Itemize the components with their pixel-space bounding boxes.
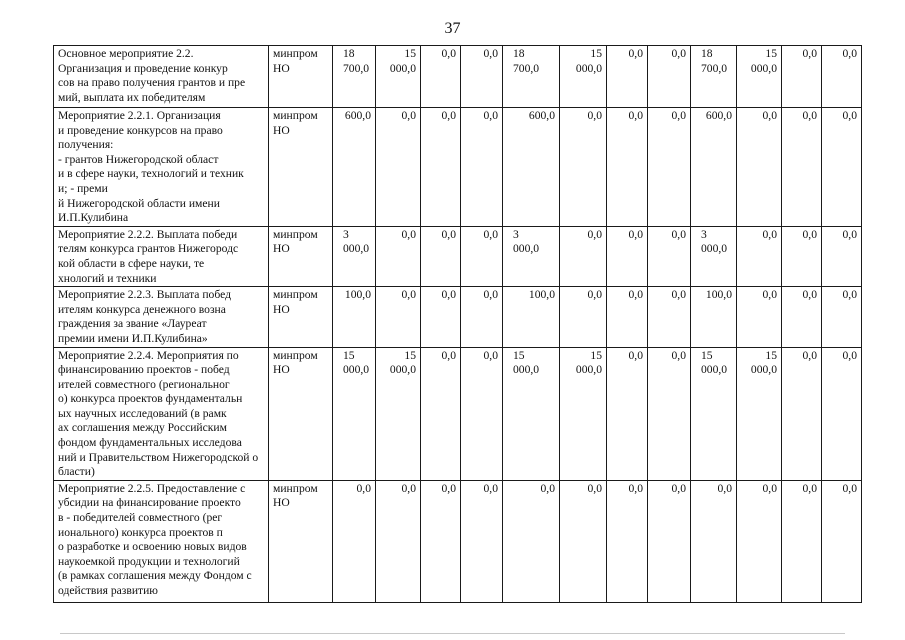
responsible-executor: минпром НО <box>269 480 333 602</box>
funding-value-cell: 0,0 <box>421 287 461 347</box>
funding-value-cell: 18 700,0 <box>333 46 376 108</box>
responsible-executor: минпром НО <box>269 226 333 286</box>
funding-value-cell: 0,0 <box>782 480 822 602</box>
funding-value-cell: 0,0 <box>822 46 862 108</box>
funding-value-cell: 600,0 <box>333 108 376 227</box>
funding-value-cell: 0,0 <box>648 226 691 286</box>
funding-value-cell: 0,0 <box>503 480 560 602</box>
funding-value-cell: 0,0 <box>648 108 691 227</box>
funding-value-cell: 0,0 <box>376 480 421 602</box>
activity-description: Мероприятие 2.2.1. Организация и проведение конкурсов на право получения: - грантов Нижегородской област и в сфере науки, технологий и техник и; - преми й Нижегородской области имени И.П.Кулибина <box>54 108 269 227</box>
funding-value-cell: 0,0 <box>560 480 607 602</box>
funding-value-cell: 18 700,0 <box>503 46 560 108</box>
funding-value-cell: 0,0 <box>822 347 862 480</box>
funding-value-cell: 0,0 <box>421 46 461 108</box>
funding-value-cell: 0,0 <box>421 226 461 286</box>
funding-value-cell: 3 000,0 <box>503 226 560 286</box>
funding-value-cell: 0,0 <box>782 347 822 480</box>
funding-value-cell: 15 000,0 <box>560 46 607 108</box>
funding-value-cell: 600,0 <box>503 108 560 227</box>
responsible-executor: минпром НО <box>269 108 333 227</box>
budget-table <box>53 45 862 603</box>
funding-value-cell: 0,0 <box>607 287 648 347</box>
funding-value-cell: 0,0 <box>607 226 648 286</box>
funding-value-cell: 0,0 <box>560 226 607 286</box>
activity-description: Мероприятие 2.2.3. Выплата побед ителям конкурса денежного возна граждения за звание «Лауреат премии имени И.П.Кулибина» <box>54 287 269 347</box>
funding-value-cell: 600,0 <box>691 108 737 227</box>
funding-value-cell: 0,0 <box>737 108 782 227</box>
funding-value-cell: 15 000,0 <box>333 347 376 480</box>
funding-value-cell: 15 000,0 <box>560 347 607 480</box>
funding-value-cell: 0,0 <box>607 480 648 602</box>
table-row <box>54 226 862 286</box>
responsible-executor: минпром НО <box>269 347 333 480</box>
funding-value-cell: 3 000,0 <box>691 226 737 286</box>
funding-value-cell: 0,0 <box>461 226 503 286</box>
funding-value-cell: 0,0 <box>560 108 607 227</box>
funding-value-cell: 0,0 <box>461 347 503 480</box>
funding-value-cell: 0,0 <box>376 287 421 347</box>
table-row <box>54 287 862 347</box>
page-bottom-rule <box>60 633 845 634</box>
funding-value-cell: 0,0 <box>461 287 503 347</box>
table-row <box>54 46 862 108</box>
funding-value-cell: 0,0 <box>782 287 822 347</box>
funding-value-cell: 0,0 <box>822 480 862 602</box>
funding-value-cell: 0,0 <box>782 108 822 227</box>
responsible-executor: минпром НО <box>269 46 333 108</box>
funding-value-cell: 0,0 <box>376 226 421 286</box>
funding-value-cell: 0,0 <box>461 46 503 108</box>
funding-value-cell: 15 000,0 <box>376 347 421 480</box>
funding-value-cell: 0,0 <box>648 46 691 108</box>
funding-value-cell: 0,0 <box>421 480 461 602</box>
funding-value-cell: 15 000,0 <box>503 347 560 480</box>
table-row <box>54 108 862 227</box>
funding-value-cell: 0,0 <box>782 46 822 108</box>
funding-value-cell: 0,0 <box>607 46 648 108</box>
table-row <box>54 480 862 602</box>
funding-value-cell: 0,0 <box>607 108 648 227</box>
funding-value-cell: 0,0 <box>421 347 461 480</box>
funding-value-cell: 0,0 <box>421 108 461 227</box>
funding-value-cell: 0,0 <box>648 347 691 480</box>
funding-value-cell: 15 000,0 <box>737 46 782 108</box>
funding-value-cell: 0,0 <box>822 287 862 347</box>
funding-value-cell: 0,0 <box>822 108 862 227</box>
funding-value-cell: 18 700,0 <box>691 46 737 108</box>
funding-value-cell: 0,0 <box>461 108 503 227</box>
funding-value-cell: 0,0 <box>737 287 782 347</box>
funding-value-cell: 0,0 <box>461 480 503 602</box>
funding-value-cell: 100,0 <box>691 287 737 347</box>
funding-value-cell: 100,0 <box>503 287 560 347</box>
activity-description: Мероприятие 2.2.5. Предоставление с убсидии на финансирование проекто в - победителей совместного (рег ионального) конкурса проектов п о разработке и освоению новых видов наукоемкой продукции и технологий (в рамках соглашения между Фондом с одействия развитию <box>54 480 269 602</box>
funding-value-cell: 0,0 <box>648 287 691 347</box>
funding-value-cell: 15 000,0 <box>691 347 737 480</box>
funding-value-cell: 3 000,0 <box>333 226 376 286</box>
activity-description: Мероприятие 2.2.2. Выплата победи телям конкурса грантов Нижегородс кой области в сфере науки, те хнологий и техники <box>54 226 269 286</box>
funding-value-cell: 0,0 <box>333 480 376 602</box>
funding-value-cell: 100,0 <box>333 287 376 347</box>
table-row <box>54 347 862 480</box>
funding-value-cell: 0,0 <box>607 347 648 480</box>
funding-value-cell: 0,0 <box>376 108 421 227</box>
responsible-executor: минпром НО <box>269 287 333 347</box>
funding-value-cell: 15 000,0 <box>737 347 782 480</box>
activity-description: Мероприятие 2.2.4. Мероприятия по финансированию проектов - побед ителей совместного (региональног о) конкурса проектов фундаментальн ых научных исследований (в рамк ах соглашения между Российским фондом фундаментальных исследова ний и Правительством Нижегородской о бласти) <box>54 347 269 480</box>
funding-value-cell: 0,0 <box>648 480 691 602</box>
funding-value-cell: 0,0 <box>737 226 782 286</box>
funding-value-cell: 0,0 <box>560 287 607 347</box>
funding-value-cell: 0,0 <box>782 226 822 286</box>
activity-description: Основное мероприятие 2.2. Организация и проведение конкур сов на право получения грантов и пре мий, выплата их победителям <box>54 46 269 108</box>
funding-value-cell: 15 000,0 <box>376 46 421 108</box>
funding-value-cell: 0,0 <box>822 226 862 286</box>
funding-value-cell: 0,0 <box>737 480 782 602</box>
funding-value-cell: 0,0 <box>691 480 737 602</box>
page-number: 37 <box>444 20 461 37</box>
